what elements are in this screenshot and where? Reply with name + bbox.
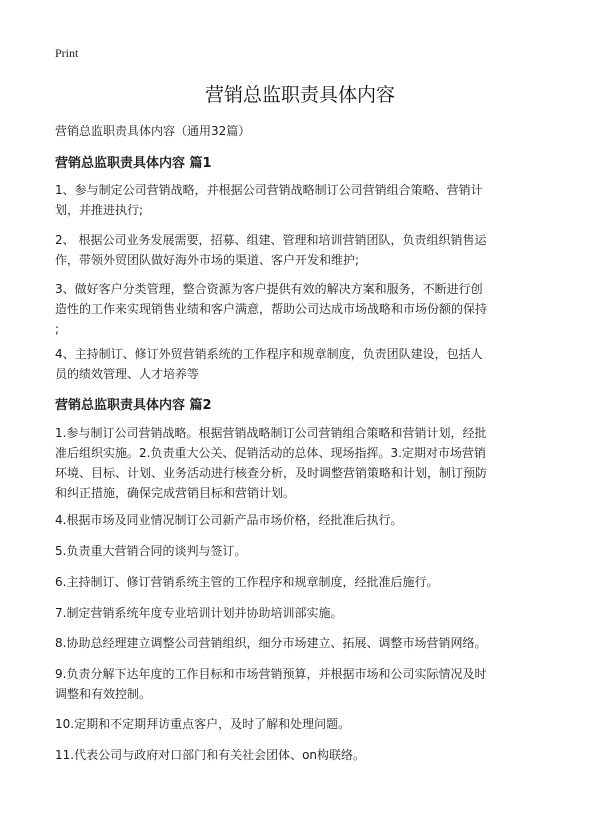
paragraph-line: 2、 根据公司业务发展需要，招募、组建、管理和培训营销团队，负责组织销售运	[55, 233, 487, 247]
paragraph-line: 4.根据市场及同业情况制订公司新产品市场价格，经批准后执行。	[55, 513, 403, 527]
paragraph-2-1	[55, 423, 555, 503]
paragraph-2-11	[55, 745, 555, 765]
paragraph-line: 环境、目标、计划、业务活动进行核查分析，及时调整营销策略和计划，制订预防	[55, 466, 488, 480]
paragraph-line: 员的绩效管理、人才培养等	[55, 367, 200, 381]
paragraph-line: 调整和有效控制。	[55, 687, 152, 701]
document-subtitle: 营销总监职责具体内容（通用32篇）	[55, 124, 251, 138]
document-title: 营销总监职责具体内容	[204, 84, 395, 106]
paragraph-2-9	[55, 664, 555, 704]
section-heading-2: 营销总监职责具体内容 篇2	[55, 398, 212, 413]
paragraph-line: 划，并推进执行;	[55, 203, 144, 217]
paragraph-line: 8.协助总经理建立调整公司营销组织，细分市场建立、拓展、调整市场营销网络。	[55, 636, 487, 650]
paragraph-line: 1.参与制订公司营销战略。根据营销战略制订公司营销组合策略和营销计划，经批	[55, 426, 487, 440]
paragraph-line: 准后组织实施。2.负责重大公关、促销活动的总体、现场指挥。3.定期对市场营销	[55, 446, 486, 460]
paragraph-2-10	[55, 714, 555, 734]
paragraph-line: 11.代表公司与政府对口部门和有关社会团体、on构联络。	[55, 748, 366, 762]
paragraph-line: 5.负责重大营销合同的谈判与签订。	[55, 544, 247, 558]
paragraph-line: 7.制定营销系统年度专业培训计划并协助培训部实施。	[55, 606, 343, 620]
paragraph-line: 3、做好客户分类管理，整合资源为客户提供有效的解决方案和服务，不断进行创	[55, 282, 483, 296]
paragraph-1-1	[55, 180, 555, 220]
paragraph-line: 1、参与制定公司营销战略，并根据公司营销战略制订公司营销组合策略、营销计	[55, 183, 483, 197]
paragraph-2-4	[55, 510, 555, 530]
paragraph-2-5	[55, 541, 555, 561]
paragraph-2-6	[55, 572, 555, 592]
paragraph-line: 作，带领外贸团队做好海外市场的渠道、客户开发和维护;	[55, 253, 360, 267]
paragraph-line: 4、主持制订、修订外贸营销系统的工作程序和规章制度，负责团队建设，包括人	[55, 347, 483, 361]
paragraph-line: 10.定期和不定期拜访重点客户，及时了解和处理问题。	[55, 717, 351, 731]
paragraph-line: 造性的工作来实现销售业绩和客户满意，帮助公司达成市场战略和市场份额的保持	[55, 302, 488, 316]
paragraph-line: 6.主持制订、修订营销系统主管的工作程序和规章制度，经批准后施行。	[55, 575, 439, 589]
print-label: Print	[55, 46, 79, 60]
section-heading-1: 营销总监职责具体内容 篇1	[55, 156, 212, 171]
paragraph-line: ;	[55, 322, 60, 336]
paragraph-line: 9.负责分解下达年度的工作目标和市场营销预算，并根据市场和公司实际情况及时	[55, 667, 487, 681]
paragraph-2-7	[55, 603, 555, 623]
paragraph-line: 和纠正措施，确保完成营销目标和营销计划。	[55, 486, 296, 500]
paragraph-1-4	[55, 344, 555, 384]
paragraph-1-2	[55, 230, 555, 270]
paragraph-1-3	[55, 279, 555, 339]
paragraph-2-8	[55, 633, 555, 653]
